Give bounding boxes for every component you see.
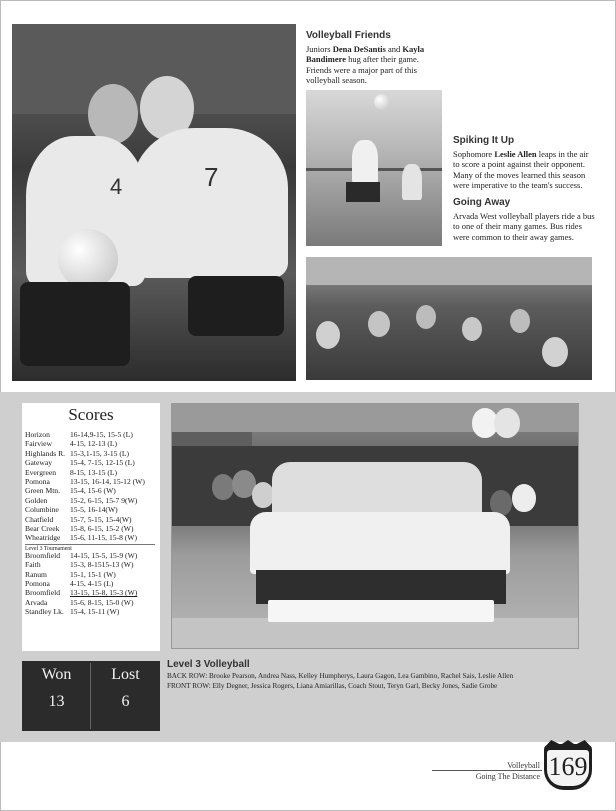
score-result: 13-15, 16-14, 15-12 (W) bbox=[70, 477, 145, 486]
balloon bbox=[512, 484, 536, 512]
score-result: 16-14,9-15, 15-5 (L) bbox=[70, 430, 133, 439]
opponent-player bbox=[402, 164, 422, 200]
balloon bbox=[252, 482, 274, 508]
score-opponent: Broomfield bbox=[25, 550, 61, 560]
score-row bbox=[25, 598, 133, 607]
score-opponent: Faith bbox=[25, 560, 41, 570]
score-opponent: Wheatridge bbox=[25, 533, 61, 543]
bus-windows bbox=[306, 257, 592, 285]
player-jumping bbox=[352, 140, 378, 184]
score-row bbox=[25, 430, 133, 439]
lost-label: Lost bbox=[111, 666, 140, 683]
score-result: 15-4, 15-11 (W) bbox=[70, 607, 120, 617]
caption-text: Juniors bbox=[306, 43, 333, 54]
caption-text: Sophomore bbox=[453, 148, 495, 159]
score-opponent: Highlands R. bbox=[25, 448, 66, 458]
score-row bbox=[25, 515, 132, 524]
scores-panel bbox=[22, 403, 160, 651]
score-result: 13-15, 15-8, 15-3 (W) bbox=[70, 588, 138, 598]
balloon bbox=[212, 474, 234, 500]
player-right-shorts bbox=[188, 276, 284, 336]
jersey-number-right: 7 bbox=[204, 162, 219, 192]
won-label: Won bbox=[41, 666, 72, 683]
won-count: 13 bbox=[48, 693, 65, 710]
score-opponent: Bear Creek bbox=[25, 524, 60, 533]
back-row-players bbox=[272, 462, 482, 518]
passenger-head bbox=[316, 321, 340, 349]
score-result: 8-15, 13-15 (L) bbox=[70, 467, 118, 477]
score-opponent: Chatfield bbox=[25, 514, 54, 524]
score-result: 15-6, 8-15, 15-0 (W) bbox=[70, 597, 134, 607]
score-opponent: Evergreen bbox=[25, 467, 57, 477]
passenger-head bbox=[542, 337, 568, 367]
score-opponent: Standley Lk. bbox=[25, 607, 64, 617]
score-row bbox=[25, 439, 117, 448]
score-result: 15-3, 8-1515-13 (W) bbox=[70, 560, 134, 570]
score-result: 4-15, 12-13 (L) bbox=[70, 439, 118, 449]
score-result: 15-4, 7-15, 12-15 (L) bbox=[70, 458, 135, 468]
passenger-head bbox=[462, 317, 482, 341]
caption-volleyball-friends bbox=[306, 31, 446, 86]
player-left-head bbox=[88, 84, 138, 144]
score-opponent: Fairview bbox=[25, 439, 52, 449]
score-result: 15-8, 6-15, 15-2 (W) bbox=[70, 524, 134, 533]
balloon bbox=[494, 408, 520, 438]
caption-name: Leslie Allen bbox=[494, 148, 537, 159]
player-left-shorts bbox=[20, 282, 130, 366]
roster-front-row: FRONT ROW: Elly Degner, Jessica Rogers, Liana Amiarillas, Coach Stout, Teryn Garl, Becky Jones, Sadie Grobe bbox=[167, 682, 498, 690]
score-opponent: Pomona bbox=[25, 579, 50, 588]
caption-spiking bbox=[453, 136, 595, 191]
caption-going-away bbox=[453, 198, 595, 242]
caption-name: Kayla Bandimere bbox=[306, 43, 425, 64]
score-row bbox=[25, 579, 113, 588]
scores-title: Scores bbox=[68, 405, 114, 424]
roster-back-row: BACK ROW: Brooke Pearson, Andrea Nass, Kelley Humpherys, Laura Gagon, Lea Gambino, Rachel Sais, Leslie Allen bbox=[167, 672, 514, 680]
score-row bbox=[25, 560, 133, 569]
caption-text: and bbox=[385, 43, 403, 54]
score-row bbox=[25, 496, 137, 505]
score-row bbox=[25, 533, 137, 542]
score-opponent: Ranum bbox=[25, 569, 47, 579]
score-row bbox=[25, 458, 135, 467]
caption-title: Volleyball Friends bbox=[306, 30, 391, 41]
score-row bbox=[25, 477, 145, 486]
score-opponent: Broomfield bbox=[25, 588, 61, 598]
score-row bbox=[25, 449, 129, 458]
photo-spiking bbox=[306, 90, 442, 246]
score-opponent: Arvada bbox=[25, 597, 48, 607]
caption-team bbox=[167, 660, 587, 691]
caption-text: Arvada West volleyball players ride a bus to one of their many games. Bus rides were common to their away games. bbox=[453, 210, 595, 242]
score-result: 15-4, 15-6 (W) bbox=[70, 486, 116, 496]
score-opponent: Gateway bbox=[25, 458, 52, 468]
score-result: 15-2, 6-15, 15-7 9(W) bbox=[70, 495, 138, 505]
score-result: 4-15, 4-15 (L) bbox=[70, 579, 114, 588]
score-row bbox=[25, 551, 137, 560]
score-opponent: Pomona bbox=[25, 477, 50, 486]
photo-bus-ride bbox=[306, 257, 592, 380]
player-shorts bbox=[346, 182, 380, 202]
score-result: 15-3,1-15, 3-15 (L) bbox=[70, 448, 130, 458]
player-right-jersey bbox=[132, 128, 288, 278]
front-row-shorts bbox=[256, 570, 506, 604]
score-result: 15-7, 5-15, 15-4(W) bbox=[70, 514, 132, 524]
caption-name: Dena DeSantis bbox=[332, 43, 386, 54]
score-result: 15-5, 16-14(W) bbox=[70, 505, 118, 515]
score-result: 14-15, 15-5, 15-9 (W) bbox=[70, 550, 138, 560]
passenger-head bbox=[416, 305, 436, 329]
sidewalk bbox=[172, 618, 579, 649]
footer-theme: Going The Distance bbox=[475, 772, 540, 781]
passenger-head bbox=[510, 309, 530, 333]
front-row-players bbox=[250, 512, 510, 574]
passenger-head bbox=[368, 311, 390, 337]
score-row bbox=[25, 588, 137, 597]
footer-rule bbox=[432, 770, 542, 771]
caption-text: hug after their game. Friends were a major part of this volleyball season. bbox=[306, 54, 419, 85]
caption-text: leaps in the air to score a point against their opponent. Many of the moves learned this season were imperative to the team's success. bbox=[453, 148, 589, 190]
record-divider bbox=[90, 663, 91, 729]
caption-title: Going Away bbox=[453, 197, 511, 208]
photo-volleyball-friends bbox=[12, 24, 296, 381]
lost-count: 6 bbox=[121, 693, 130, 710]
knee-pads bbox=[268, 600, 494, 622]
caption-title: Spiking It Up bbox=[453, 135, 515, 146]
score-opponent: Green Mtn. bbox=[25, 486, 61, 496]
score-row bbox=[25, 505, 118, 514]
score-opponent: Horizon bbox=[25, 430, 50, 439]
score-row bbox=[25, 524, 133, 533]
score-row bbox=[25, 570, 116, 579]
win-loss-record bbox=[22, 661, 160, 731]
score-row bbox=[25, 468, 117, 477]
tournament-label: Level 3 Tournament bbox=[25, 545, 72, 552]
score-row bbox=[25, 486, 116, 495]
score-row bbox=[25, 607, 119, 616]
page-number: 169 bbox=[548, 752, 588, 781]
score-result: 15-6, 11-15, 15-8 (W) bbox=[70, 533, 137, 543]
score-opponent: Golden bbox=[25, 495, 48, 505]
score-opponent: Columbine bbox=[25, 505, 59, 515]
volleyball-ball bbox=[58, 229, 118, 289]
volleyball-ball bbox=[374, 94, 390, 110]
jersey-number-left: 4 bbox=[110, 174, 123, 199]
photo-team bbox=[171, 403, 579, 649]
score-result: 15-1, 15-1 (W) bbox=[70, 569, 116, 579]
caption-title: Level 3 Volleyball bbox=[167, 659, 250, 670]
footer-section: Volleyball bbox=[507, 761, 540, 770]
